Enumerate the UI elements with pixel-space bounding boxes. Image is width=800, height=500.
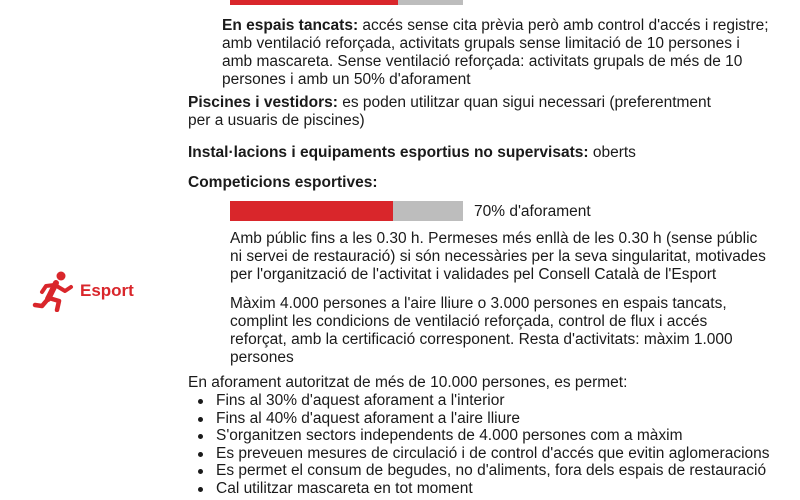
pools-text: es poden utilitzar quan sigui necessari (preferentment bbox=[337, 94, 711, 111]
section-label bbox=[32, 270, 134, 312]
list-item: Es preveuen mesures de circulació i de control d'accés que evitin aglomeracions bbox=[188, 445, 770, 463]
unsupervised-text: oberts bbox=[588, 144, 636, 161]
competitions-heading-text: Competicions esportives: bbox=[188, 174, 378, 191]
pools-heading: Piscines i vestidors: bbox=[188, 94, 338, 111]
runner-icon bbox=[32, 270, 78, 312]
competitions-capacity-label: 70% d'aforament bbox=[474, 203, 591, 220]
enclosed-line-2: amb ventilació reforçada, activitats grupals sense limitació de 10 persones i bbox=[222, 35, 740, 52]
max-line-1: Màxim 4.000 persones a l'aire lliure o 3.000 persones en espais tancats, bbox=[230, 295, 727, 312]
list-item: S'organitzen sectors independents de 4.000 persones com a màxim bbox=[188, 427, 770, 445]
enclosed-line-4: persones i amb un 50% d'aforament bbox=[222, 71, 471, 88]
enclosed-line-1 bbox=[222, 17, 769, 35]
competitions-capacity-bar bbox=[230, 201, 463, 221]
section-label-text: Esport bbox=[80, 281, 134, 300]
large-events-intro: En aforament autoritzat de més de 10.000 persones, es permet: bbox=[188, 374, 628, 391]
list-item: Cal utilitzar mascareta en tot moment bbox=[188, 480, 770, 498]
unsupervised-heading: Instal·lacions i equipaments esportius no supervisats: bbox=[188, 144, 589, 161]
list-item: Es permet el consum de begudes, no d'aliments, fora dels espais de restauració bbox=[188, 462, 770, 480]
pools-line-1 bbox=[188, 94, 711, 112]
max-line-2: complint les condicions de ventilació reforçada, control de flux i accés bbox=[230, 313, 708, 330]
large-events-list bbox=[188, 392, 770, 497]
top-capacity-bar bbox=[230, 0, 463, 5]
top-capacity-bar-fill bbox=[230, 0, 398, 5]
list-item: Fins al 30% d'aquest aforament a l'interior bbox=[188, 392, 770, 410]
list-item: Fins al 40% d'aquest aforament a l'aire lliure bbox=[188, 410, 770, 428]
competitions-capacity-bar-fill bbox=[230, 201, 393, 221]
unsupervised-line bbox=[188, 144, 636, 162]
enclosed-line-3: amb mascareta. Sense ventilació reforçada: activitats grupals de més de 10 bbox=[222, 53, 743, 70]
max-line-4: persones bbox=[230, 349, 294, 366]
public-line-1: Amb públic fins a les 0.30 h. Permeses més enllà de les 0.30 h (sense públic bbox=[230, 230, 758, 247]
enclosed-heading: En espais tancats: bbox=[222, 17, 359, 34]
max-line-3: reforçat, amb la certificació corresponent. Resta d'activitats: màxim 1.000 bbox=[230, 331, 733, 348]
pools-line-2: per a usuaris de piscines) bbox=[188, 112, 365, 129]
enclosed-text: accés sense cita prèvia però amb control d'accés i registre; bbox=[358, 17, 769, 34]
public-line-3: per l'organització de l'activitat i validades pel Consell Català de l'Esport bbox=[230, 266, 717, 283]
public-line-2: ni servei de restauració) si són necessàries per la seva singularitat, motivades bbox=[230, 248, 766, 265]
competitions-heading bbox=[188, 174, 378, 192]
